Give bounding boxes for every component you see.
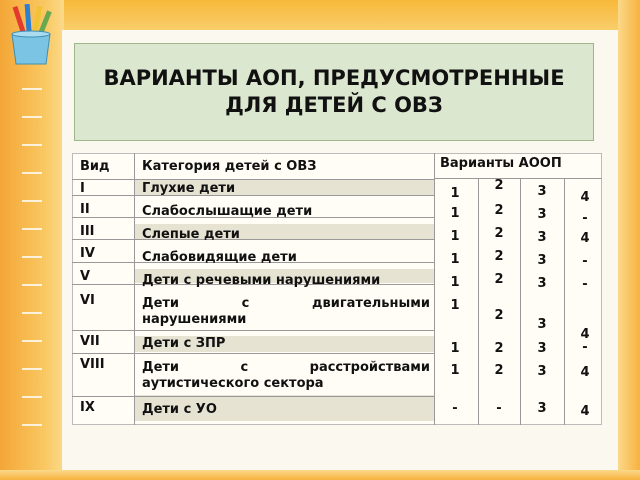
variant-value: 3 (537, 317, 547, 332)
variant-value: - (496, 401, 502, 416)
variant-value: 2 (494, 308, 504, 323)
row-kind: VI (80, 293, 95, 308)
grid-line (72, 353, 434, 354)
variant-value: 1 (450, 186, 460, 201)
row-category: Слепые дети (142, 227, 240, 242)
variant-value: 2 (494, 203, 504, 218)
row-kind: IV (80, 246, 95, 261)
background-frame-bottom (0, 470, 640, 480)
variant-value: - (582, 211, 588, 226)
page-title: ВАРИАНТЫ АОП, ПРЕДУСМОТРЕННЫЕ ДЛЯ ДЕТЕЙ С ОВЗ (103, 65, 565, 117)
variant-value: 3 (537, 364, 547, 379)
variant-value: 2 (494, 249, 504, 264)
grid-line (72, 239, 434, 240)
row-category-line1: Дети с расстройствами (142, 360, 430, 375)
grid-line (434, 178, 602, 179)
variant-value: - (582, 277, 588, 292)
variant-value: 2 (494, 272, 504, 287)
row-category-line2: нарушениями (142, 312, 247, 327)
ruler-decoration (22, 60, 42, 480)
variant-value: 3 (537, 341, 547, 356)
variant-value: 2 (494, 341, 504, 356)
variant-value: 2 (494, 363, 504, 378)
grid-line (72, 179, 434, 180)
grid-line (72, 330, 434, 331)
row-kind: V (80, 269, 91, 284)
variant-value: 2 (494, 226, 504, 241)
title-banner (74, 43, 594, 141)
row-kind: II (80, 202, 90, 217)
variant-value: 3 (537, 401, 547, 416)
variant-value: 1 (450, 298, 460, 313)
variant-value: 3 (537, 253, 547, 268)
header-kind: Вид (80, 159, 110, 174)
aoop-variants-table (72, 153, 602, 425)
background-frame-top (0, 0, 640, 32)
variant-value: - (582, 340, 588, 355)
variant-value: 2 (494, 178, 504, 193)
variant-value: 4 (580, 327, 590, 342)
grid-line (434, 153, 435, 425)
row-category: Глухие дети (142, 181, 236, 196)
variant-value: - (582, 254, 588, 269)
row-category: Слабослышащие дети (142, 204, 313, 219)
variant-value: 4 (580, 190, 590, 205)
grid-line (520, 178, 521, 425)
variant-value: 4 (580, 231, 590, 246)
pencil-cup-icon (4, 4, 58, 66)
grid-line (478, 178, 479, 425)
grid-line (134, 153, 135, 425)
variant-value: 3 (537, 276, 547, 291)
row-category: Дети с УО (142, 402, 217, 417)
row-category-line2: аутистического сектора (142, 376, 324, 391)
variant-value: 1 (450, 206, 460, 221)
variant-value: 3 (537, 230, 547, 245)
variant-value: 3 (537, 184, 547, 199)
header-category: Категория детей с ОВЗ (142, 159, 317, 174)
variant-value: 1 (450, 229, 460, 244)
variant-value: 3 (537, 207, 547, 222)
row-kind: VII (80, 334, 100, 349)
variant-value: 1 (450, 363, 460, 378)
row-kind: III (80, 224, 95, 239)
variant-value: 4 (580, 404, 590, 419)
row-category-line1: Дети с двигательными (142, 296, 430, 311)
row-category: Слабовидящие дети (142, 250, 297, 265)
variant-value: - (452, 401, 458, 416)
background-frame-right (618, 0, 640, 480)
variant-value: 1 (450, 275, 460, 290)
grid-line (72, 396, 434, 397)
row-kind: IX (80, 400, 95, 415)
row-category: Дети с ЗПР (142, 336, 226, 351)
grid-line (72, 195, 434, 196)
grid-line (564, 178, 565, 425)
row-category: Дети с речевыми нарушениями (142, 273, 381, 288)
row-kind: VIII (80, 357, 105, 372)
variant-value: 1 (450, 341, 460, 356)
variant-value: 4 (580, 365, 590, 380)
variant-value: 1 (450, 252, 460, 267)
row-kind: I (80, 181, 85, 196)
header-variants: Варианты АООП (440, 156, 562, 171)
